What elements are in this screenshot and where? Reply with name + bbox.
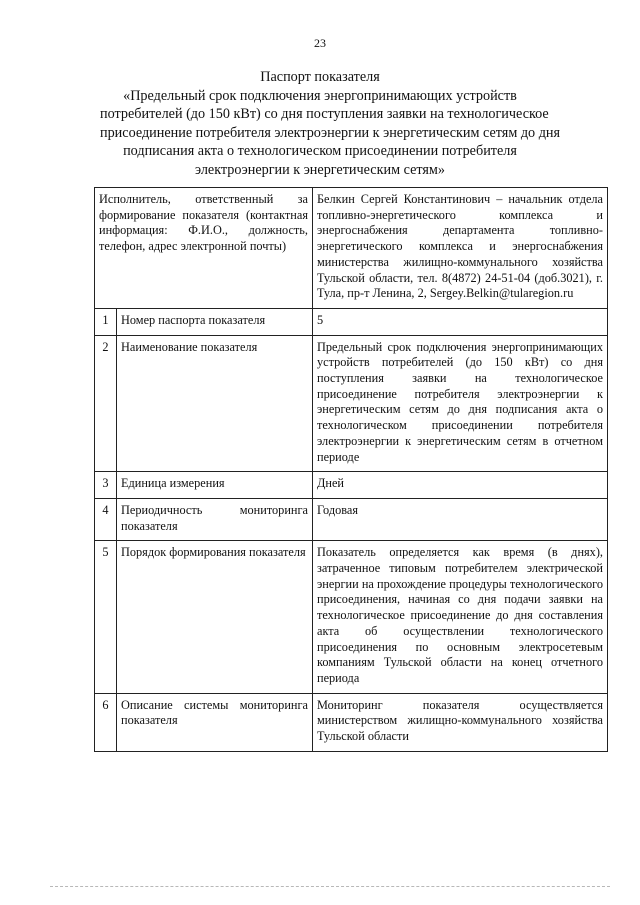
- row-label-cell: Единица измерения: [117, 472, 313, 499]
- row-number-cell: 5: [95, 541, 117, 693]
- heading-line: потребителей (до 150 кВт) со дня поступления заявки на технологическое: [100, 106, 549, 123]
- row-value-cell: Показатель определяется как время (в днях), затраченное типовым потребителем электрической энергии на прохождение процедуры технологического присоединения, начиная со дня подачи заявки на технологическое присоединение до дня составления акта об осуществлении технологического присоединения по основным электросетевым компаниям Тульской области на конец отчетного периода: [313, 541, 608, 693]
- row-value-cell: Годовая: [313, 498, 608, 540]
- row-number-cell: 6: [95, 693, 117, 751]
- row-number-cell: 3: [95, 472, 117, 499]
- table-row: [95, 541, 608, 693]
- heading-line: подписания акта о технологическом присоединении потребителя: [123, 143, 517, 160]
- row-number-cell: 1: [95, 308, 117, 335]
- document-heading: [100, 68, 561, 180]
- row-value-cell: Дней: [313, 472, 608, 499]
- table-row: [95, 498, 608, 540]
- row-label-cell: Периодичность мониторинга показателя: [117, 498, 313, 540]
- table-row: [95, 188, 608, 309]
- executor-label-cell: Исполнитель, ответственный за формирование показателя (контактная информация: Ф.И.О., должность, телефон, адрес электронной почты): [95, 188, 313, 309]
- page-number: 23: [314, 36, 326, 50]
- heading-line: присоединение потребителя электроэнергии к энергетическим сетям до дня: [100, 124, 561, 141]
- row-number-cell: 4: [95, 498, 117, 540]
- row-label-cell: Номер паспорта показателя: [117, 308, 313, 335]
- row-label-cell: Порядок формирования показателя: [117, 541, 313, 693]
- executor-value-cell: Белкин Сергей Константинович – начальник отдела топливно-энергетического комплекса и энергоснабжения департамента топливно-энергетического комплекса и энергоснабжения министерства жилищно-коммунального хозяйства Тульской области, тел. 8(4872) 24-51-04 (доб.3021), г. Тула, пр-т Ленина, 2, Sergey.Belkin@tularegion.ru: [313, 188, 608, 309]
- heading-line: электроэнергии к энергетическим сетям»: [195, 161, 445, 178]
- table-row: [95, 335, 608, 472]
- heading-line: «Предельный срок подключения энергопринимающих устройств: [123, 87, 517, 104]
- row-value-cell: Предельный срок подключения энергопринимающих устройств потребителей (до 150 кВт) со дня поступления заявки на технологическое присоединение потребителя электроэнергии к энергетическим сетям до дня подписания акта о технологическом присоединении потребителя электроэнергии к энергетическим сетям в отчетном периоде: [313, 335, 608, 472]
- row-number-cell: 2: [95, 335, 117, 472]
- table-row: [95, 308, 608, 335]
- scan-artifact-line: [50, 886, 610, 889]
- heading-title: Паспорт показателя: [260, 69, 380, 85]
- row-value-cell: 5: [313, 308, 608, 335]
- row-value-cell: Мониторинг показателя осуществляется министерством жилищно-коммунального хозяйства Тульской области: [313, 693, 608, 751]
- row-label-cell: Описание системы мониторинга показателя: [117, 693, 313, 751]
- table-row: [95, 693, 608, 751]
- row-label-cell: Наименование показателя: [117, 335, 313, 472]
- table-row: [95, 472, 608, 499]
- passport-table: [94, 187, 608, 752]
